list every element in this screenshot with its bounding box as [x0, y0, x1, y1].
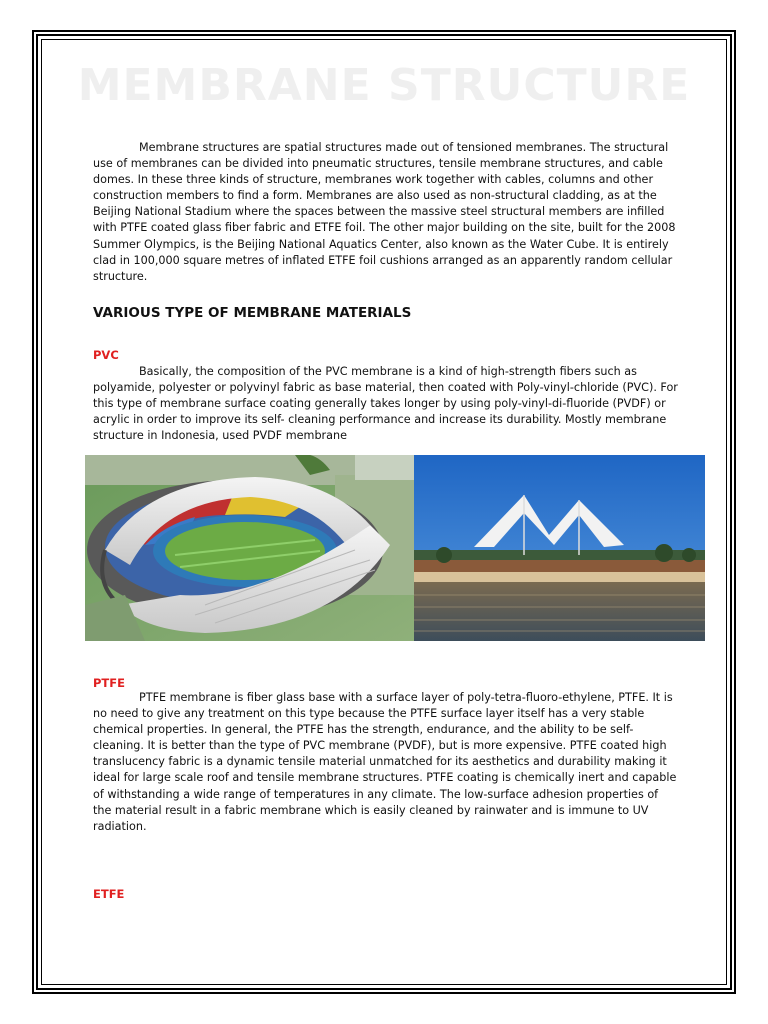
- intro-text: Membrane structures are spatial structures made out of tensioned membranes. The structural use of membranes can be divided into pneumatic structures, tensile membrane structures, and cable domes. In these three kinds of structure, membranes work together with cables, columns and other construction members to find a form. Membranes are also used as non-structural cladding, as at the Beijing National Stadium where the spaces between the massive steel structural members are infilled with PTFE coated glass fiber fabric and ETFE foil. The other major building on the site, built for the 2008 Summer Olympics, is the Beijing National Aquatics Center, also known as the Water Cube. It is entirely clad in 100,000 square metres of inflated ETFE foil cushions arranged as an apparently random cellular structure.: [93, 141, 676, 283]
- section-heading: VARIOUS TYPE OF MEMBRANE MATERIALS: [93, 305, 412, 321]
- page-title: MEMBRANE STRUCTURE: [77, 60, 691, 111]
- stadium-photo: [85, 455, 414, 641]
- pvc-text: Basically, the composition of the PVC membrane is a kind of high-strength fibers such as polyamide, polyester or polyvinyl fabric as base material, then coated with Poly-vinyl-chloride (PVC). For this type of membrane surface coating generally takes longer by using poly-vinyl-di-fluoride (PVDF) or acrylic in order to improve its self- cleaning performance and increase its durability. Mostly membrane structure in Indonesia, used PVDF membrane: [93, 365, 678, 443]
- tent-photo: [414, 455, 705, 641]
- ptfe-heading: PTFE: [93, 676, 125, 690]
- pvc-paragraph: [93, 364, 678, 444]
- etfe-heading: ETFE: [93, 887, 125, 901]
- ptfe-text: PTFE membrane is fiber glass base with a surface layer of poly-tetra-fluoro-ethylene, PTFE. It is no need to give any treatment on this type because the PTFE surface layer itself has a very stable chemical properties. In general, the PTFE has the strength, endurance, and the ability to be self-cleaning. It is better than the type of PVC membrane (PVDF), but is more expensive. PTFE coated high translucency fabric is a dynamic tensile material unmatched for its aesthetics and durability making it ideal for large scale roof and tensile membrane structures. PTFE coating is chemically inert and capable of withstanding a wide range of temperatures in any climate. The low-surface adhesion properties of the material result in a fabric membrane which is easily cleaned by rainwater and is immune to UV radiation.: [93, 691, 677, 833]
- pvc-heading: PVC: [93, 348, 119, 362]
- ptfe-paragraph: [93, 690, 678, 835]
- intro-paragraph: [93, 140, 678, 285]
